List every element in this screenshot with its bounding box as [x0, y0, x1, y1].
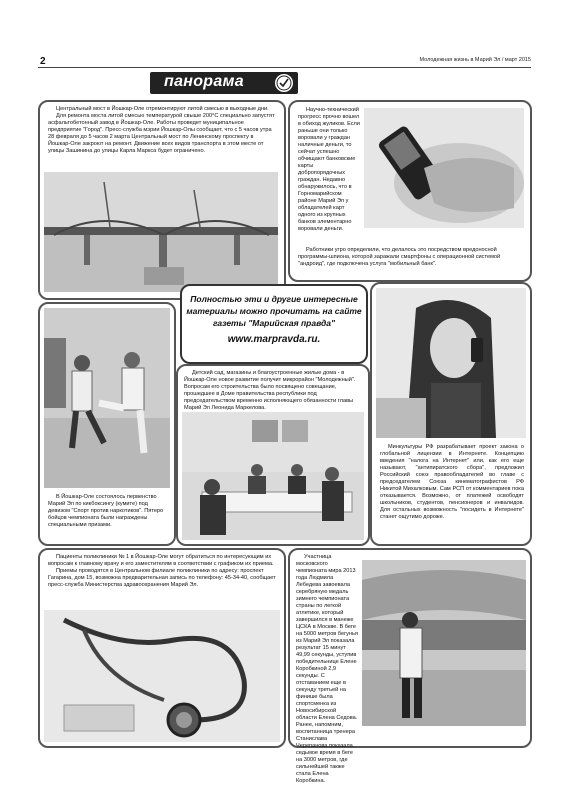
promo-box	[180, 284, 368, 364]
promo-line-1: Полностью эти и другие интересные	[190, 294, 358, 304]
article-kindergarten	[176, 364, 370, 546]
article-athlete	[288, 548, 532, 784]
paragraph: Научно-технический прогресс прочно вошел в обиход жуликов. Если раньше они только воровали у граждан наличные деньги, то сейчат успешно обчищают банковские карты добропорядочных граждан. Недавно обнаружилось, что в Горномарийском районе Марий Эл у обладателей карт одного из крупных банков элементарно воровали деньги.	[298, 107, 360, 232]
paragraph: Детский сад, магазины и благоустроенные жилые дома - в Йошкар-Оле новое развитие получит микрорайон "Молодежный". Вопросам его строительства было посвящено совещание, прошедшее в Доме правительства республики под председательством временно исполняющего обязанности главы Марий Эл Леонида Маркелова.	[184, 370, 356, 411]
article-phone-fraud-text-2	[298, 247, 524, 268]
article-internet-tax	[370, 282, 532, 546]
running-head: Молодежная жизнь в Марий Эл / март 2015	[419, 57, 531, 63]
article-bridge-text	[48, 106, 276, 155]
paragraph: Пациенты поликлиники № 1 в Йошкар-Оле могут обратиться по интересующим их вопросам к главному врачу и его заместителям в соответствии с графиком их приема.	[48, 554, 274, 567]
paragraph: Минкультуры РФ разрабатывает проект закона о глобальной лицензии в Интернете. Концепцию введения "налога на Интернет" или, как его еще называют, "антипиратского сбора", предложил Российский союз правообладателей во главе с председателем Союза кинематографистов РФ Никитой Михалковым. Сам РСП от комментариев пока отказывается. Возможно, от платежей освободят школьников, студентов, пенсионеров и инвалидов. Для остальных возможность "посидеть в Интернете" станет ощутимо дороже.	[380, 444, 524, 520]
paragraph: Работники угро определили, что делалось это посредством вредоносной программы-шпиона, которой заражали смартфоны с операционной системой "андроид", где подключена услуга "мобильный банк".	[298, 247, 501, 267]
section-title: панорама	[164, 73, 244, 90]
article-clinic	[38, 548, 286, 748]
stethoscope-photo	[44, 610, 280, 742]
article-kudo-text	[48, 494, 170, 529]
header-rule	[38, 67, 531, 68]
page-number: 2	[40, 56, 46, 67]
promo-line-2: материалы можно прочитать на сайте	[186, 306, 362, 316]
bridge-photo	[44, 172, 278, 292]
article-phone-fraud	[288, 100, 532, 282]
athlete-stadium-photo	[362, 560, 526, 726]
kudo-photo	[44, 308, 170, 488]
article-clinic-text	[48, 554, 278, 589]
clock-check-icon	[275, 74, 293, 92]
article-kudo	[38, 302, 176, 546]
paragraph: Для ремонта моста литой смесью температурой свыше 200°С специально запустят асфальтобетонный завод в Йошкар-Оле. Работы проведет муниципальное предприятие "Город". Пресс-служба мэрии Йошкар-Олы сообщает, что с 5 часов утра 28 февраля до 5 часов 2 марта Центральный мост по Ленинскому проспекту в Йошкар-Оле закроют на ремонт. Движение всех видов транспорта в этом месте от улицы Зашинина до улицы Карла Маркса будет ограничено.	[48, 113, 275, 154]
woman-phone-photo	[376, 288, 526, 438]
smartphone-photo	[364, 108, 524, 228]
promo-url[interactable]: www.marpravda.ru.	[227, 334, 321, 345]
paragraph: Приемы проводятся в Центральном филиале поликлиники по адресу: проспект Гагарина, дом 15, возможна предварительная запись по телефону: 45-34-40, сообщает пресс-служба Министерства здравоохранения Марий Эл.	[48, 568, 276, 588]
article-athlete-text	[296, 554, 358, 785]
paragraph: Участница московского чемпионата мира 2013 года Людмила Лебедева завоевала серебряную медаль зимнего чемпионата страны по легкой атлетике, который завершился в манеже ЦСКА в Москве. В беге на 5000 метров бегунья из Марий Эл показала результат 15 минут 49,99 секунды, уступив победительнице Елене Коробкиной 2,9 секунды. С отставанием еще в секунду третьей на финише была спортсменка из Новосибирской области Елена Седова. Ранее, напомним, воспитанница тренера Станислава Черепанова показала седьмое время в беге на 3000 метров, где сильнейшей также стала Елена Коробкина.	[296, 554, 358, 784]
article-phone-fraud-text	[298, 107, 360, 233]
meeting-photo	[182, 412, 364, 540]
article-internet-tax-text	[380, 444, 524, 521]
promo-line-3: газеты "Марийская правда"	[212, 318, 336, 328]
paragraph: Центральный мост в Йошкар-Оле отремонтируют литой смесью в выходные дни.	[56, 106, 269, 112]
article-kindergarten-text	[184, 370, 364, 412]
article-bridge	[38, 100, 286, 300]
paragraph: В Йошкар-Оле состоялось первенство Марий Эл по кикбоксингу (кумите) под девизом "Спорт против наркотиков". Пятеро бойцов чемпионата были награждены специальными призами.	[48, 494, 164, 528]
